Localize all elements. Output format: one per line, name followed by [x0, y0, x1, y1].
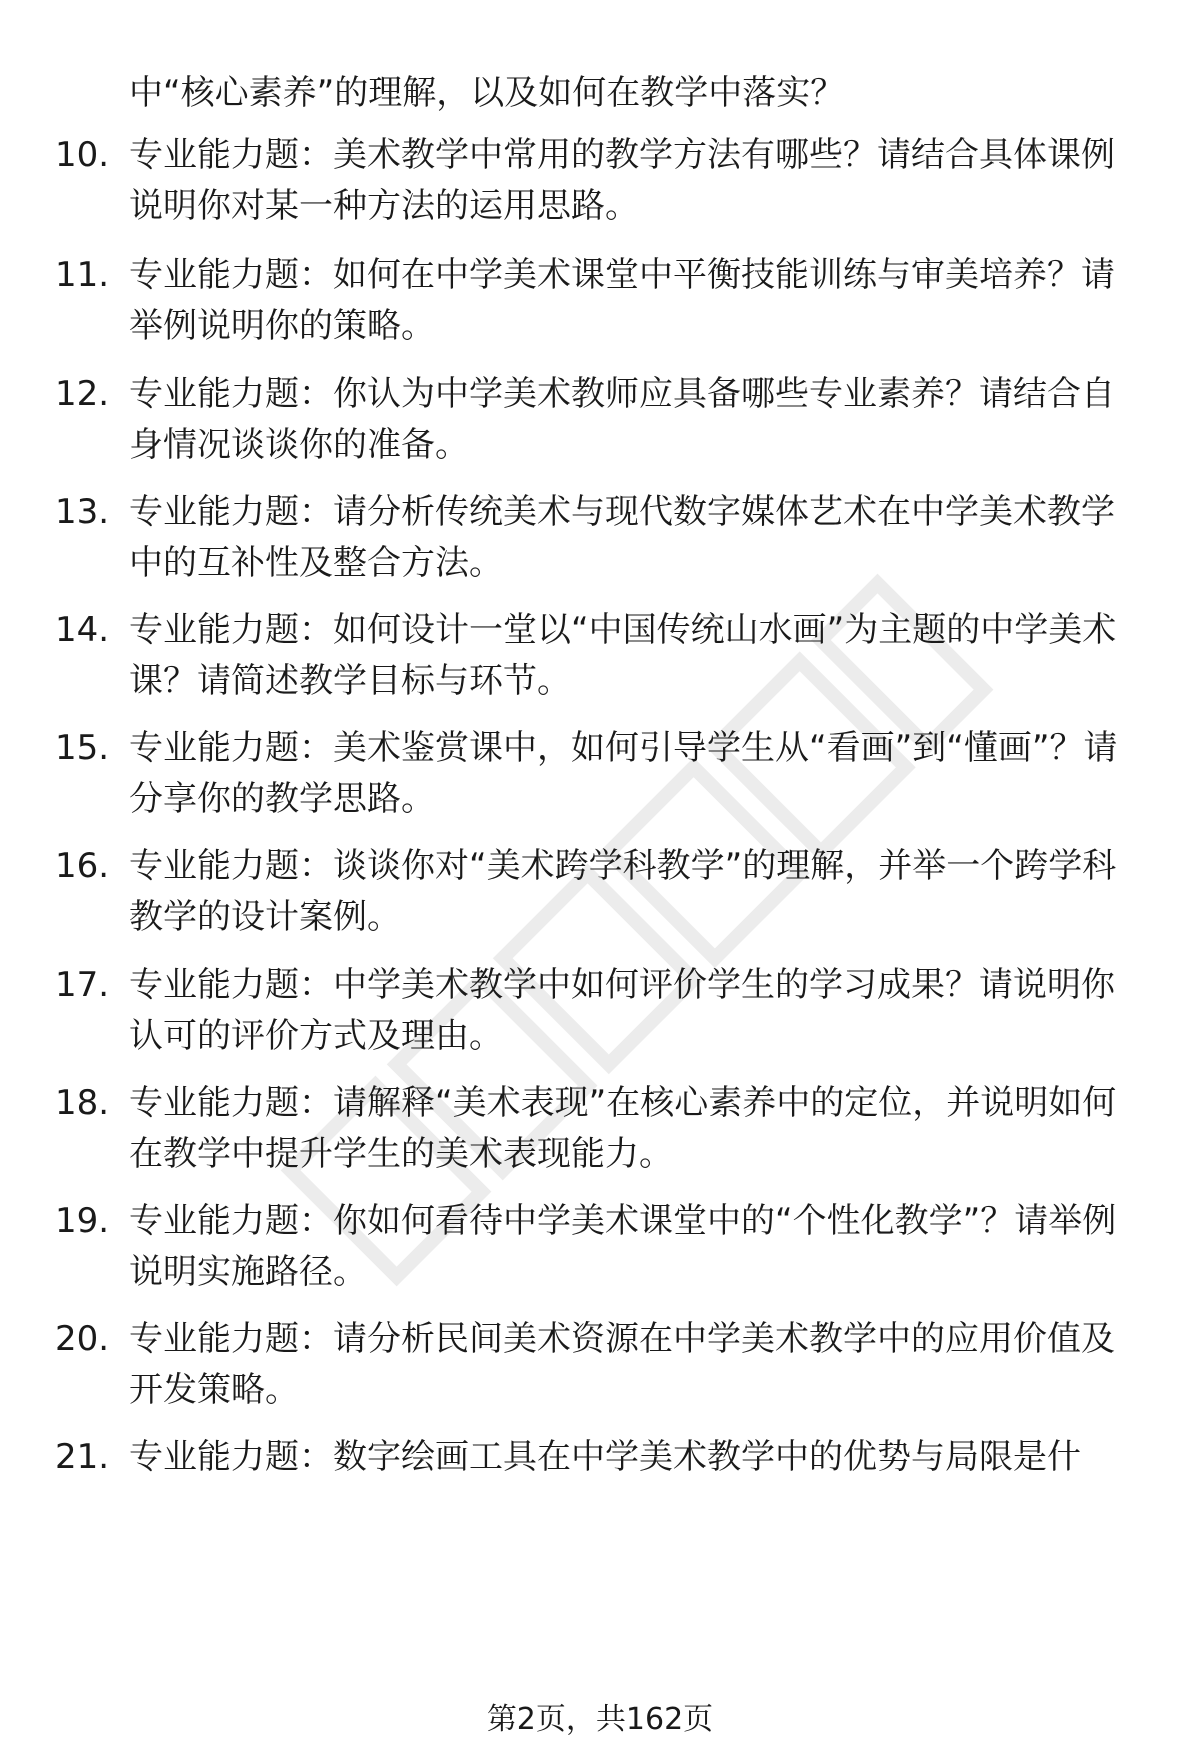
- item-number: 13.: [55, 492, 110, 532]
- item-number: 19.: [55, 1201, 110, 1241]
- item-number: 10.: [55, 135, 110, 175]
- item-text: 专业能力题：你如何看待中学美术课堂中的“个性化教学”？请举例说明实施路径。: [129, 1201, 1117, 1292]
- item-number: 16.: [55, 846, 110, 886]
- item-number: 20.: [55, 1319, 110, 1359]
- item-text: 专业能力题：你认为中学美术教师应具备哪些专业素养？请结合自身情况谈谈你的准备。: [129, 374, 1115, 465]
- item-text: 专业能力题：请分析民间美术资源在中学美术教学中的应用价值及开发策略。: [129, 1319, 1115, 1410]
- item-text: 专业能力题：美术鉴赏课中，如何引导学生从“看画”到“懂画”？请分享你的教学思路。: [129, 728, 1118, 819]
- item-number: 18.: [55, 1083, 110, 1123]
- item-text: 专业能力题：中学美术教学中如何评价学生的学习成果？请说明你认可的评价方式及理由。: [129, 965, 1115, 1056]
- item-text: 专业能力题：如何设计一堂以“中国传统山水画”为主题的中学美术课？请简述教学目标与环节。: [129, 610, 1117, 701]
- item-text: 专业能力题：数字绘画工具在中学美术教学中的优势与局限是什: [129, 1437, 1081, 1477]
- item-text: 专业能力题：请分析传统美术与现代数字媒体艺术在中学美术教学中的互补性及整合方法。: [129, 492, 1115, 583]
- item-number: 11.: [55, 255, 110, 295]
- item-number: 12.: [55, 374, 110, 414]
- item-number: 21.: [55, 1437, 110, 1477]
- item-text: 专业能力题：美术教学中常用的教学方法有哪些？请结合具体课例说明你对某一种方法的运用思路。: [129, 135, 1115, 226]
- item-number: 14.: [55, 610, 110, 650]
- item-text: 专业能力题：请解释“美术表现”在核心素养中的定位，并说明如何在教学中提升学生的美术表现能力。: [129, 1083, 1117, 1174]
- item-text: 专业能力题：如何在中学美术课堂中平衡技能训练与审美培养？请举例说明你的策略。: [129, 255, 1115, 346]
- item-number: 17.: [55, 965, 110, 1005]
- item-number: 15.: [55, 728, 110, 768]
- continuation-line: 中“核心素养”的理解，以及如何在教学中落实？: [129, 73, 845, 113]
- item-text: 专业能力题：谈谈你对“美术跨学科教学”的理解，并举一个跨学科教学的设计案例。: [129, 846, 1117, 937]
- page-footer: 第2页，共162页: [486, 1702, 714, 1737]
